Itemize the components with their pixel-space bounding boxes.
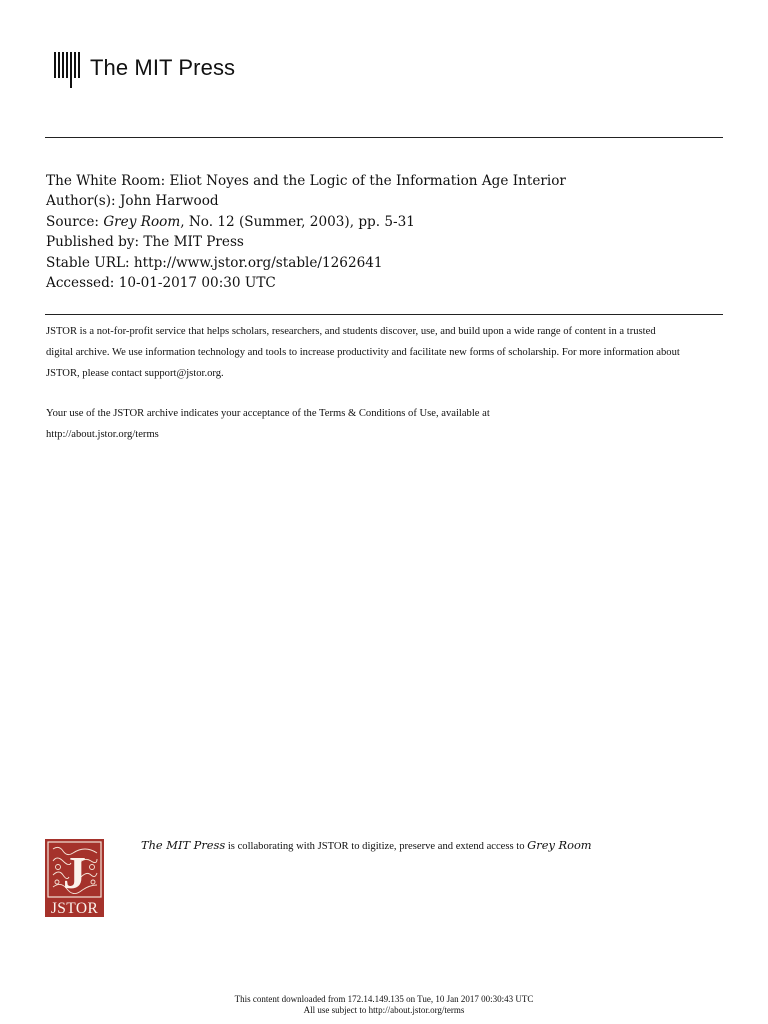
svg-text:J: J [63, 847, 86, 898]
collab-middle: is collaborating with JSTOR to digitize, preserve and extend access to [225, 841, 528, 852]
terms-line: Your use of the JSTOR archive indicates your acceptance of the Terms & Conditions of Use, available at [46, 408, 490, 419]
stable-url-link[interactable]: http://www.jstor.org/stable/1262641 [133, 254, 383, 271]
logo-text: The MIT Press [90, 55, 236, 80]
collab-publisher: The MIT Press [141, 838, 226, 852]
jstor-logo [45, 839, 104, 917]
middle-divider [45, 314, 723, 315]
publisher-line: Published by: The MIT Press [46, 234, 244, 251]
mit-press-logo [54, 52, 235, 88]
accessed-line: Accessed: 10-01-2017 00:30 UTC [46, 275, 276, 292]
collaboration-statement [141, 838, 592, 852]
stable-url-line: Stable URL: http://www.jstor.org/stable/1262641 [46, 254, 383, 271]
article-title: The White Room: Eliot Noyes and the Logic of the Information Age Interior [46, 173, 566, 189]
publisher-name: The MIT Press [143, 234, 244, 251]
terms-notice [46, 403, 726, 445]
terms-link[interactable]: http://about.jstor.org/terms [46, 429, 159, 440]
source-line: Source: Grey Room, No. 12 (Summer, 2003), pp. 5-31 [46, 213, 415, 230]
notice-line: JSTOR is a not-for-profit service that helps scholars, researchers, and students discover, use, and build upon a wide range of content in a trusted [46, 326, 656, 337]
author-line: Author(s): John Harwood [46, 193, 219, 210]
top-divider [45, 137, 723, 138]
article-metadata [46, 171, 566, 293]
source-journal: Grey Room [103, 213, 181, 230]
notice-line: digital archive. We use information technology and tools to increase productivity and facilitate new forms of scholarship. For more information about [46, 347, 680, 358]
notice-line: JSTOR, please contact support@jstor.org. [46, 368, 224, 379]
jstor-emblem-icon [45, 839, 104, 917]
footer-terms-line: All use subject to http://about.jstor.org/terms [303, 1005, 465, 1015]
jstor-notice [46, 321, 726, 384]
download-footer [0, 994, 768, 1016]
barcode-icon [54, 52, 82, 88]
jstor-logo-text: JSTOR [50, 900, 99, 917]
footer-download-line: This content downloaded from 172.14.149.135 on Tue, 10 Jan 2017 00:30:43 UTC [234, 994, 534, 1004]
author-name: John Harwood [119, 193, 219, 210]
collab-journal: Grey Room [527, 838, 592, 852]
accessed-date: 10-01-2017 00:30 UTC [118, 275, 276, 292]
